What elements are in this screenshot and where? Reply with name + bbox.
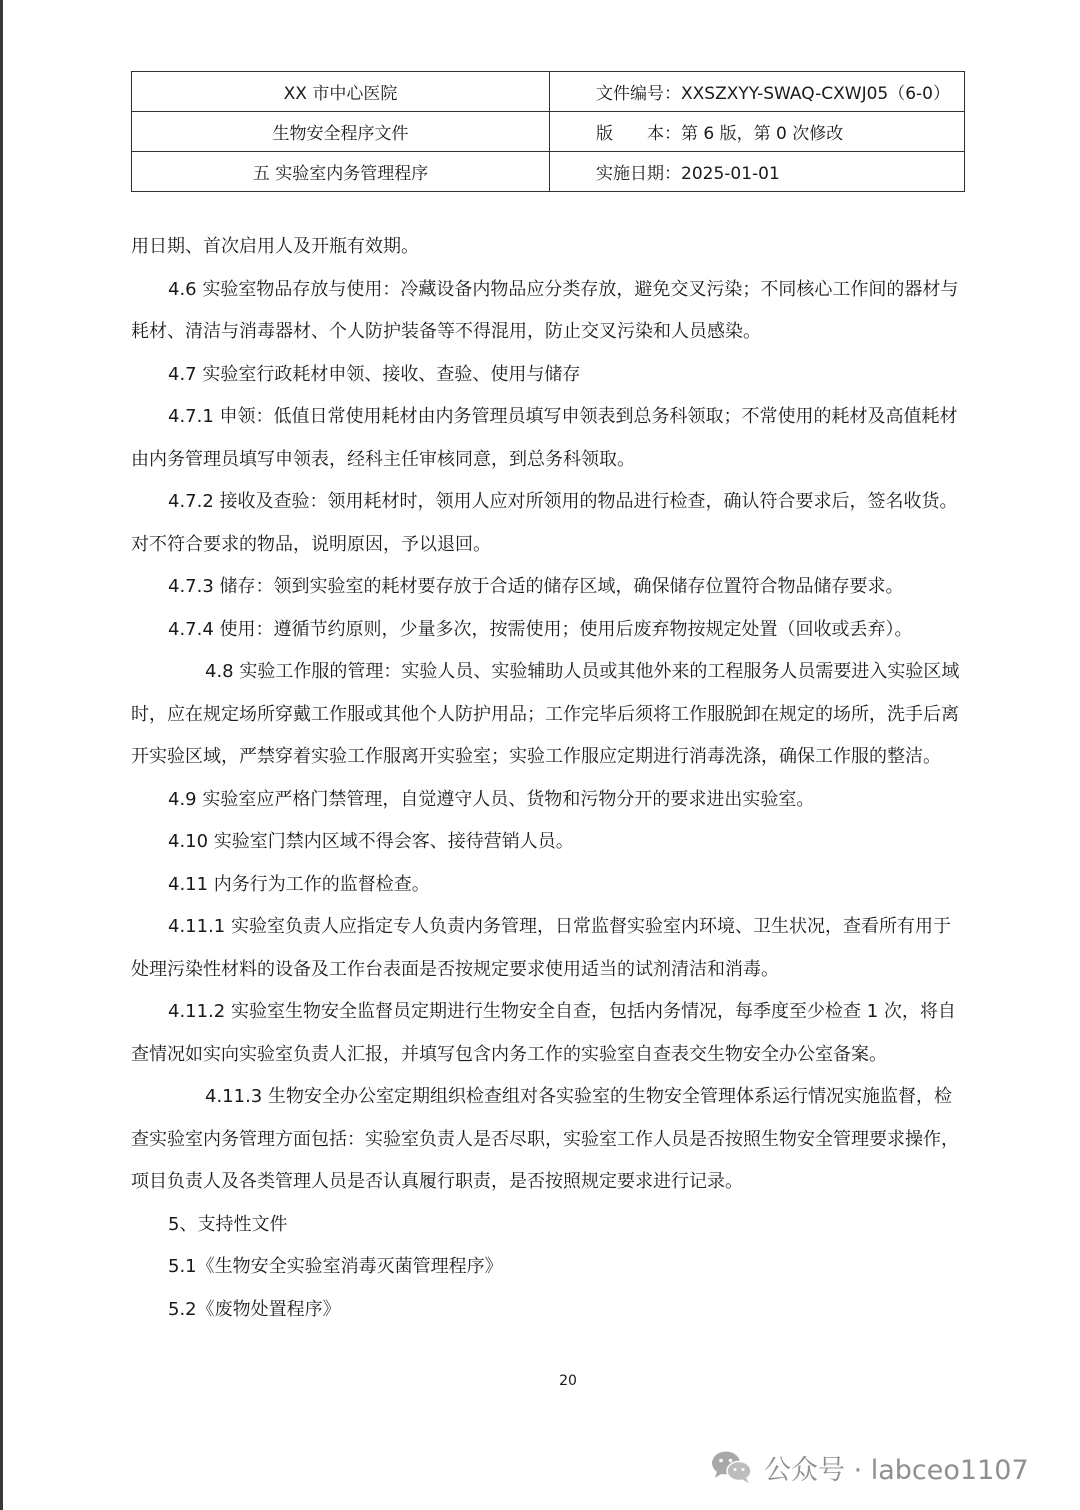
paragraph: 用日期、首次启用人及开瓶有效期。 [131,236,419,257]
header-row [132,152,965,192]
paragraph: 4.11.1 实验室负责人应指定专人负责内务管理，日常监督实验室内环境、卫生状况，查看所有用于处理污染性材料的设备及工作台表面是否按规定要求使用适当的试剂清洁和消毒。 [131,916,951,980]
watermark-text: 公众号 · labceo1107 [764,1454,1029,1486]
procedure-title: 五 实验室内务管理程序 [132,152,550,192]
header-row [132,72,965,112]
version-info: 版 本：第 6 版，第 0 次修改 [550,112,965,152]
watermark [710,1445,1029,1489]
page-number: 20 [559,1373,577,1389]
paragraph: 4.6 实验室物品存放与使用：冷藏设备内物品应分类存放，避免交叉污染；不同核心工作间的器材与耗材、清洁与消毒器材、个人防护装备等不得混用，防止交叉污染和人员感染。 [131,278,959,342]
paragraph: 4.7.4 使用：遵循节约原则，少量多次，按需使用；使用后废弃物按规定处置（回收或丢弃）。 [168,618,913,640]
paragraph: 4.7.2 接收及查验：领用耗材时，领用人应对所领用的物品进行检查，确认符合要求后，签名收货。对不符合要求的物品，说明原因，予以退回。 [131,491,958,555]
page-left-border [0,0,3,1510]
hospital-name: XX 市中心医院 [132,72,550,112]
paragraph: 4.7.3 储存：领到实验室的耗材要存放于合适的储存区域，确保储存位置符合物品储存要求。 [168,576,904,597]
wechat-icon [710,1449,754,1485]
paragraph: 4.8 实验工作服的管理：实验人员、实验辅助人员或其他外来的工程服务人员需要进入实验区域时，应在规定场所穿戴工作服或其他个人防护用品；工作完毕后须将工作服脱卸在规定的场所，洗手后离开实验区域，严禁穿着实验工作服离开实验室；实验工作服应定期进行消毒洗涤，确保工作服的整洁。 [131,661,960,767]
paragraph: 4.11.3 生物安全办公室定期组织检查组对各实验室的生物安全管理体系运行情况实施监督，检查实验室内务管理方面包括：实验室负责人是否尽职，实验室工作人员是否按照生物安全管理要求操作，项目负责人及各类管理人员是否认真履行职责，是否按照规定要求进行记录。 [131,1086,959,1192]
document-body [131,226,967,1331]
document-type: 生物安全程序文件 [132,112,550,152]
paragraph: 4.7.1 申领：低值日常使用耗材由内务管理员填写申领表到总务科领取；不常使用的耗材及高值耗材由内务管理员填写申领表，经科主任审核同意，到总务科领取。 [131,406,958,470]
paragraph: 4.10 实验室门禁内区域不得会客、接待营销人员。 [168,831,574,852]
paragraph: 4.11 内务行为工作的监督检查。 [168,873,430,895]
effective-date: 实施日期：2025-01-01 [550,152,965,192]
header-row [132,112,965,152]
paragraph: 4.9 实验室应严格门禁管理，自觉遵守人员、货物和污物分开的要求进出实验室。 [168,788,815,810]
document-header-table [131,71,965,192]
paragraph: 4.11.2 实验室生物安全监督员定期进行生物安全自查，包括内务情况，每季度至少检查 1 次，将自查情况如实向实验室负责人汇报，并填写包含内务工作的实验室自查表交生物安全办公室备案。 [131,1001,956,1065]
file-number: 文件编号：XXSZXYY-SWAQ-CXWJ05（6-0） [550,72,965,112]
paragraph: 5.1《生物安全实验室消毒灭菌管理程序》 [168,1256,503,1277]
paragraph: 4.7 实验室行政耗材申领、接收、查验、使用与储存 [168,363,581,385]
section-heading: 5、支持性文件 [168,1213,288,1235]
paragraph: 5.2《废物处置程序》 [168,1298,341,1320]
